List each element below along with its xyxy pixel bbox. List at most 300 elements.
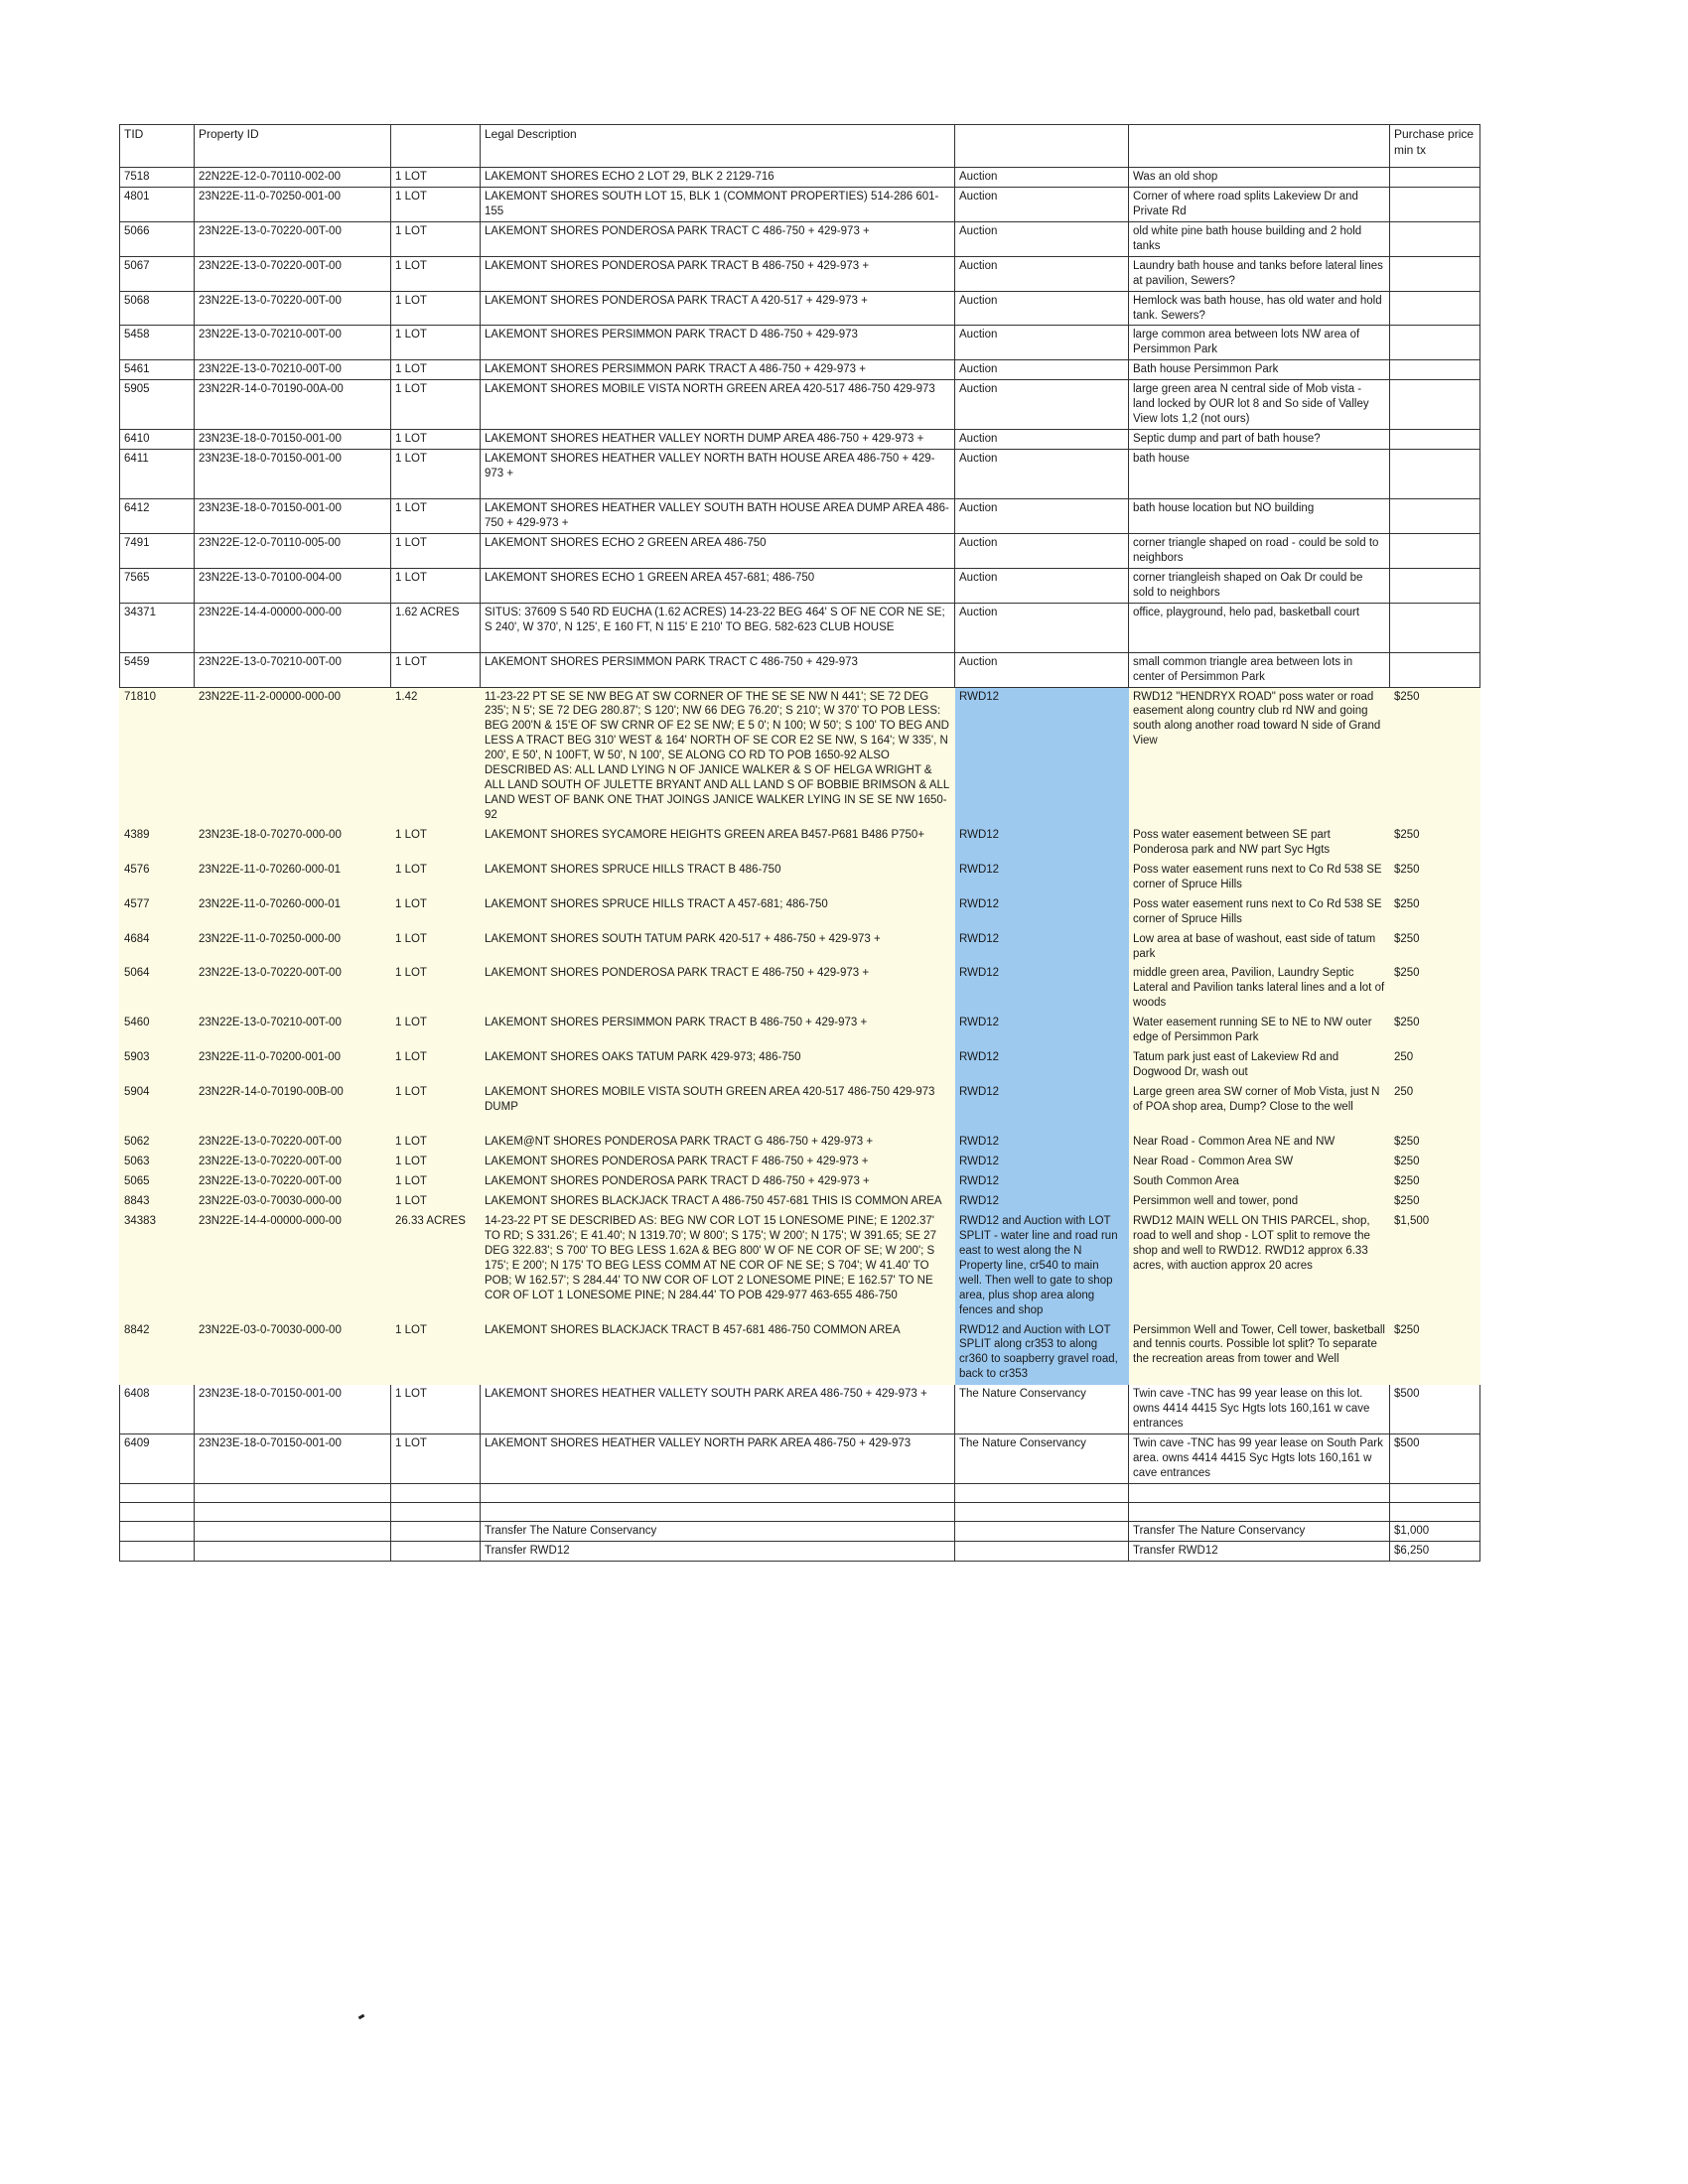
empty-cell — [120, 1541, 195, 1561]
property-id-cell: 23N23E-18-0-70150-001-00 — [195, 499, 391, 534]
status-cell: Auction — [955, 430, 1129, 450]
legal-description-cell: LAKEMONT SHORES PONDEROSA PARK TRACT C 486-750 + 429-973 + — [481, 221, 955, 256]
empty-cell — [1390, 1502, 1480, 1521]
property-id-cell: 23N22E-14-4-00000-000-00 — [195, 603, 391, 652]
status-cell: Auction — [955, 603, 1129, 652]
price-cell: $250 — [1390, 894, 1480, 929]
property-id-cell: 23N22E-13-0-70210-00T-00 — [195, 1014, 391, 1048]
tid-cell: 8842 — [120, 1320, 195, 1385]
notes-cell: RWD12 "HENDRYX ROAD" poss water or road easement along country club rd NW and going south along another road toward N side of Grand View — [1129, 687, 1390, 825]
legal-description-cell: LAKEMONT SHORES PERSIMMON PARK TRACT B 486-750 + 429-973 + — [481, 1014, 955, 1048]
notes-cell: corner triangle shaped on road - could be sold to neighbors — [1129, 533, 1390, 568]
legal-description-cell: LAKEMONT SHORES PONDEROSA PARK TRACT B 486-750 + 429-973 + — [481, 256, 955, 291]
size-cell: 1 LOT — [391, 1014, 481, 1048]
property-id-cell: 22N22E-12-0-70110-002-00 — [195, 168, 391, 188]
price-cell: $250 — [1390, 825, 1480, 860]
price-cell: $1,500 — [1390, 1211, 1480, 1320]
table-row — [120, 894, 1480, 929]
size-cell: 1 LOT — [391, 1172, 481, 1192]
tid-cell: 8843 — [120, 1192, 195, 1212]
notes-cell: office, playground, helo pad, basketball court — [1129, 603, 1390, 652]
size-cell: 1 LOT — [391, 1083, 481, 1133]
empty-cell — [1129, 1502, 1390, 1521]
size-cell: 1 LOT — [391, 430, 481, 450]
notes-cell: Persimmon Well and Tower, Cell tower, basketball and tennis courts. Possible lot split? To separate the recreation areas from tower and Well — [1129, 1320, 1390, 1385]
size-cell: 1 LOT — [391, 929, 481, 964]
empty-cell — [120, 1483, 195, 1502]
tid-cell: 5066 — [120, 221, 195, 256]
property-table — [119, 124, 1480, 1562]
size-cell: 1 LOT — [391, 1320, 481, 1385]
table-row — [120, 326, 1480, 360]
table-row — [120, 1048, 1480, 1083]
status-cell: Auction — [955, 221, 1129, 256]
notes-cell: bath house — [1129, 450, 1390, 499]
property-id-cell: 23N22E-13-0-70220-00T-00 — [195, 964, 391, 1014]
tid-cell: 4577 — [120, 894, 195, 929]
legal-description-cell: LAKEMONT SHORES PONDEROSA PARK TRACT A 420-517 + 429-973 + — [481, 291, 955, 326]
legal-description-cell: LAKEMONT SHORES SOUTH TATUM PARK 420-517 + 486-750 + 429-973 + — [481, 929, 955, 964]
notes-cell: South Common Area — [1129, 1172, 1390, 1192]
property-id-cell: 23N22E-11-0-70260-000-01 — [195, 894, 391, 929]
empty-cell — [195, 1483, 391, 1502]
price-cell: $250 — [1390, 929, 1480, 964]
price-cell: $250 — [1390, 1172, 1480, 1192]
notes-cell: Large green area SW corner of Mob Vista, just N of POA shop area, Dump? Close to the well — [1129, 1083, 1390, 1133]
table-row — [120, 860, 1480, 894]
status-cell: RWD12 and Auction with LOT SPLIT along cr353 to along cr360 to soapberry gravel road, back to cr353 — [955, 1320, 1129, 1385]
property-id-cell: 23N22R-14-0-70190-00A-00 — [195, 380, 391, 430]
size-cell: 1 LOT — [391, 360, 481, 380]
empty-cell — [481, 1502, 955, 1521]
status-cell: RWD12 and Auction with LOT SPLIT - water line and road run east to west along the N Property line, cr540 to main well. Then well to gate to shop area, plus shop area along fences and shop — [955, 1211, 1129, 1320]
table-row — [120, 964, 1480, 1014]
legal-description-cell: LAKEMONT SHORES OAKS TATUM PARK 429-973; 486-750 — [481, 1048, 955, 1083]
transfer-total-row — [120, 1541, 1480, 1561]
transfer-legal-cell: Transfer The Nature Conservancy — [481, 1521, 955, 1541]
status-cell: RWD12 — [955, 1083, 1129, 1133]
size-cell: 1 LOT — [391, 1153, 481, 1172]
property-id-cell: 23N22E-11-0-70200-001-00 — [195, 1048, 391, 1083]
spacer-row — [120, 1483, 1480, 1502]
tid-cell: 6409 — [120, 1434, 195, 1484]
notes-cell: Poss water easement runs next to Co Rd 538 SE corner of Spruce Hills — [1129, 894, 1390, 929]
header-status — [955, 125, 1129, 168]
property-id-cell: 23N22E-13-0-70100-004-00 — [195, 568, 391, 603]
header-row — [120, 125, 1480, 168]
status-cell: RWD12 — [955, 687, 1129, 825]
property-id-cell: 23N22E-11-0-70250-000-00 — [195, 929, 391, 964]
property-id-cell: 23N23E-18-0-70270-000-00 — [195, 825, 391, 860]
notes-cell: Near Road - Common Area SW — [1129, 1153, 1390, 1172]
empty-cell — [955, 1541, 1129, 1561]
table-row — [120, 1211, 1480, 1320]
price-cell: $250 — [1390, 1014, 1480, 1048]
size-cell: 1 LOT — [391, 1385, 481, 1434]
table-row — [120, 1133, 1480, 1153]
size-cell: 1 LOT — [391, 860, 481, 894]
price-cell — [1390, 533, 1480, 568]
tid-cell: 5904 — [120, 1083, 195, 1133]
status-cell: Auction — [955, 380, 1129, 430]
table-row — [120, 1153, 1480, 1172]
size-cell: 1 LOT — [391, 221, 481, 256]
notes-cell: Poss water easement runs next to Co Rd 538 SE corner of Spruce Hills — [1129, 860, 1390, 894]
legal-description-cell: LAKEMONT SHORES HEATHER VALLETY SOUTH PARK AREA 486-750 + 429-973 + — [481, 1385, 955, 1434]
status-cell: RWD12 — [955, 860, 1129, 894]
empty-cell — [955, 1483, 1129, 1502]
legal-description-cell: LAKEMONT SHORES BLACKJACK TRACT B 457-681 486-750 COMMON AREA — [481, 1320, 955, 1385]
empty-cell — [955, 1521, 1129, 1541]
header-legal-description: Legal Description — [481, 125, 955, 168]
size-cell: 26.33 ACRES — [391, 1211, 481, 1320]
size-cell: 1.62 ACRES — [391, 603, 481, 652]
header-purchase-price: Purchase price min tx — [1390, 125, 1480, 168]
tid-cell: 5905 — [120, 380, 195, 430]
notes-cell: Low area at base of washout, east side of tatum park — [1129, 929, 1390, 964]
tid-cell: 5460 — [120, 1014, 195, 1048]
property-id-cell: 23N22E-11-0-70260-000-01 — [195, 860, 391, 894]
empty-cell — [1390, 1483, 1480, 1502]
table-row — [120, 929, 1480, 964]
table-row — [120, 1172, 1480, 1192]
transfer-total-row — [120, 1521, 1480, 1541]
price-cell — [1390, 603, 1480, 652]
legal-description-cell: LAKEMONT SHORES HEATHER VALLEY SOUTH BATH HOUSE AREA DUMP AREA 486-750 + 429-973 + — [481, 499, 955, 534]
tid-cell: 5068 — [120, 291, 195, 326]
price-cell — [1390, 187, 1480, 221]
table-footer — [120, 1483, 1480, 1561]
tid-cell: 5459 — [120, 652, 195, 687]
size-cell: 1 LOT — [391, 326, 481, 360]
price-cell: $250 — [1390, 964, 1480, 1014]
property-id-cell: 23N22R-14-0-70190-00B-00 — [195, 1083, 391, 1133]
status-cell: Auction — [955, 360, 1129, 380]
notes-cell: corner triangleish shaped on Oak Dr could be sold to neighbors — [1129, 568, 1390, 603]
tid-cell: 7518 — [120, 168, 195, 188]
legal-description-cell: LAKEMONT SHORES PONDEROSA PARK TRACT D 486-750 + 429-973 + — [481, 1172, 955, 1192]
legal-description-cell: LAKEMONT SHORES SYCAMORE HEIGHTS GREEN AREA B457-P681 B486 P750+ — [481, 825, 955, 860]
table-row — [120, 687, 1480, 825]
legal-description-cell: LAKEMONT SHORES SOUTH LOT 15, BLK 1 (COMMONT PROPERTIES) 514-286 601-155 — [481, 187, 955, 221]
size-cell: 1 LOT — [391, 291, 481, 326]
notes-cell: Corner of where road splits Lakeview Dr and Private Rd — [1129, 187, 1390, 221]
price-cell — [1390, 256, 1480, 291]
size-cell: 1 LOT — [391, 894, 481, 929]
status-cell: Auction — [955, 450, 1129, 499]
notes-cell: bath house location but NO building — [1129, 499, 1390, 534]
spacer-row — [120, 1502, 1480, 1521]
price-cell: $250 — [1390, 1153, 1480, 1172]
status-cell: Auction — [955, 291, 1129, 326]
size-cell: 1 LOT — [391, 1048, 481, 1083]
legal-description-cell: LAKEMONT SHORES HEATHER VALLEY NORTH PARK AREA 486-750 + 429-973 — [481, 1434, 955, 1484]
legal-description-cell: LAKEMONT SHORES ECHO 2 GREEN AREA 486-750 — [481, 533, 955, 568]
size-cell: 1 LOT — [391, 652, 481, 687]
status-cell: RWD12 — [955, 825, 1129, 860]
tid-cell: 5065 — [120, 1172, 195, 1192]
table-row — [120, 652, 1480, 687]
status-cell: Auction — [955, 326, 1129, 360]
price-cell: $250 — [1390, 1192, 1480, 1212]
table-row — [120, 499, 1480, 534]
property-id-cell: 23N22E-14-4-00000-000-00 — [195, 1211, 391, 1320]
size-cell: 1 LOT — [391, 256, 481, 291]
status-cell: Auction — [955, 187, 1129, 221]
property-id-cell: 23N22E-13-0-70220-00T-00 — [195, 221, 391, 256]
legal-description-cell: SITUS: 37609 S 540 RD EUCHA (1.62 ACRES) 14-23-22 BEG 464' S OF NE COR NE SE; S 240', W 370', N 125', E 160 FT, N 115' E 210' TO BEG. 582-623 CLUB HOUSE — [481, 603, 955, 652]
property-id-cell: 23N22E-13-0-70220-00T-00 — [195, 1133, 391, 1153]
property-id-cell: 23N22E-13-0-70220-00T-00 — [195, 256, 391, 291]
status-cell: RWD12 — [955, 1153, 1129, 1172]
price-cell: $250 — [1390, 687, 1480, 825]
price-cell — [1390, 168, 1480, 188]
tid-cell: 6412 — [120, 499, 195, 534]
property-id-cell: 23N22E-13-0-70210-00T-00 — [195, 326, 391, 360]
status-cell: Auction — [955, 533, 1129, 568]
price-cell — [1390, 291, 1480, 326]
legal-description-cell: LAKEMONT SHORES MOBILE VISTA SOUTH GREEN AREA 420-517 486-750 429-973 DUMP — [481, 1083, 955, 1133]
notes-cell: Bath house Persimmon Park — [1129, 360, 1390, 380]
table-row — [120, 380, 1480, 430]
property-id-cell: 23N23E-18-0-70150-001-00 — [195, 1434, 391, 1484]
notes-cell: Twin cave -TNC has 99 year lease on this lot. owns 4414 4415 Syc Hgts lots 160,161 w cave entrances — [1129, 1385, 1390, 1434]
legal-description-cell: LAKEMONT SHORES BLACKJACK TRACT A 486-750 457-681 THIS IS COMMON AREA — [481, 1192, 955, 1212]
table-row — [120, 430, 1480, 450]
tid-cell: 4389 — [120, 825, 195, 860]
notes-cell: Near Road - Common Area NE and NW — [1129, 1133, 1390, 1153]
property-id-cell: 23N23E-18-0-70150-001-00 — [195, 1385, 391, 1434]
size-cell: 1 LOT — [391, 1434, 481, 1484]
price-cell: $500 — [1390, 1385, 1480, 1434]
status-cell: RWD12 — [955, 1014, 1129, 1048]
tid-cell: 5062 — [120, 1133, 195, 1153]
price-cell: $250 — [1390, 1133, 1480, 1153]
status-cell: Auction — [955, 652, 1129, 687]
legal-description-cell: LAKEMONT SHORES MOBILE VISTA NORTH GREEN AREA 420-517 486-750 429-973 — [481, 380, 955, 430]
price-cell — [1390, 326, 1480, 360]
legal-description-cell: LAKEMONT SHORES PERSIMMON PARK TRACT A 486-750 + 429-973 + — [481, 360, 955, 380]
legal-description-cell: LAKEMONT SHORES PERSIMMON PARK TRACT C 486-750 + 429-973 — [481, 652, 955, 687]
empty-cell — [1129, 1483, 1390, 1502]
size-cell: 1 LOT — [391, 533, 481, 568]
notes-cell: Twin cave -TNC has 99 year lease on South Park area. owns 4414 4415 Syc Hgts lots 160,161 w cave entrances — [1129, 1434, 1390, 1484]
legal-description-cell: LAKEMONT SHORES PONDEROSA PARK TRACT E 486-750 + 429-973 + — [481, 964, 955, 1014]
empty-cell — [120, 1502, 195, 1521]
tid-cell: 5903 — [120, 1048, 195, 1083]
tid-cell: 4576 — [120, 860, 195, 894]
table-row — [120, 1434, 1480, 1484]
property-id-cell: 23N22E-12-0-70110-005-00 — [195, 533, 391, 568]
transfer-price-cell: $1,000 — [1390, 1521, 1480, 1541]
tid-cell: 6410 — [120, 430, 195, 450]
size-cell: 1 LOT — [391, 450, 481, 499]
legal-description-cell: 14-23-22 PT SE DESCRIBED AS: BEG NW COR LOT 15 LONESOME PINE; E 1202.37' TO RD; S 331.26'; E 41.40'; N 1319.70'; W 800'; S 175'; W 200'; N 175'; W 391.65; SE 27 DEG 322.83'; S 700' TO BEG LESS 1.62A & BEG 800' W OF NE COR OF SE; W 200'; S 175'; E 200'; N 175' TO BEG LESS COMM AT NE COR OF NE SE; S 704'; W 41.40' TO POB; W 162.57'; S 284.44' TO NW COR OF LOT 2 LONESOME PINE; E 162.57' TO NE COR OF LOT 1 LONESOME PINE; N 284.44' TO POB 429-977 463-655 486-750 — [481, 1211, 955, 1320]
tid-cell: 6411 — [120, 450, 195, 499]
legal-description-cell: LAKEMONT SHORES HEATHER VALLEY NORTH DUMP AREA 486-750 + 429-973 + — [481, 430, 955, 450]
table-row — [120, 1014, 1480, 1048]
price-cell — [1390, 450, 1480, 499]
table-row — [120, 568, 1480, 603]
size-cell: 1 LOT — [391, 1133, 481, 1153]
size-cell: 1 LOT — [391, 187, 481, 221]
price-cell — [1390, 360, 1480, 380]
tid-cell: 7565 — [120, 568, 195, 603]
size-cell: 1 LOT — [391, 380, 481, 430]
property-id-cell: 23N22E-13-0-70220-00T-00 — [195, 1153, 391, 1172]
size-cell: 1 LOT — [391, 168, 481, 188]
price-cell — [1390, 499, 1480, 534]
legal-description-cell: LAKEM@NT SHORES PONDEROSA PARK TRACT G 486-750 + 429-973 + — [481, 1133, 955, 1153]
table-row — [120, 187, 1480, 221]
header-notes — [1129, 125, 1390, 168]
tid-cell: 5458 — [120, 326, 195, 360]
property-id-cell: 23N22E-13-0-70210-00T-00 — [195, 360, 391, 380]
table-row — [120, 825, 1480, 860]
notes-cell: small common triangle area between lots in center of Persimmon Park — [1129, 652, 1390, 687]
empty-cell — [195, 1502, 391, 1521]
transfer-legal-cell: Transfer RWD12 — [481, 1541, 955, 1561]
legal-description-cell: LAKEMONT SHORES ECHO 1 GREEN AREA 457-681; 486-750 — [481, 568, 955, 603]
transfer-notes-cell: Transfer RWD12 — [1129, 1541, 1390, 1561]
table-row — [120, 360, 1480, 380]
legal-description-cell: 11-23-22 PT SE SE NW BEG AT SW CORNER OF THE SE SE NW N 441'; SE 72 DEG 235'; N 5'; SE 72 DEG 280.87'; S 120'; NW 66 DEG 76.20'; S 210'; W 370' TO POB LESS: BEG 200'N & 15'E OF SW CRNR OF E2 SE NW; E 5 0'; N 100; W 50'; S 100' TO BEG AND LESS A TRACT BEG 310' WEST & 164' NORTH OF SE COR E2 SE NW, S 164'; W 335', N 200', E 50', N 100FT, W 50', N 100', SE ALONG CO RD TO POB 1650-92 ALSO DESCRIBED AS: ALL LAND LYING N OF JANICE WALKER & S OF HELGA WRIGHT & ALL LAND SOUTH OF JULETTE BRYANT AND ALL LAND S OF BOBBIE BRIMSON & ALL LAND WEST OF BANK ONE THAT JOINGS JANICE WALKER LYING IN SE SE NW 1650-92 — [481, 687, 955, 825]
empty-cell — [195, 1521, 391, 1541]
stray-mark — [358, 2014, 365, 2020]
price-cell — [1390, 652, 1480, 687]
tid-cell: 4684 — [120, 929, 195, 964]
header-tid: TID — [120, 125, 195, 168]
status-cell: The Nature Conservancy — [955, 1434, 1129, 1484]
table-row — [120, 168, 1480, 188]
transfer-price-cell: $6,250 — [1390, 1541, 1480, 1561]
status-cell: RWD12 — [955, 929, 1129, 964]
price-cell: $250 — [1390, 860, 1480, 894]
price-cell — [1390, 221, 1480, 256]
tid-cell: 5067 — [120, 256, 195, 291]
tid-cell: 7491 — [120, 533, 195, 568]
legal-description-cell: LAKEMONT SHORES SPRUCE HILLS TRACT A 457-681; 486-750 — [481, 894, 955, 929]
size-cell: 1 LOT — [391, 1192, 481, 1212]
tid-cell: 5064 — [120, 964, 195, 1014]
status-cell: Auction — [955, 568, 1129, 603]
property-id-cell: 23N22E-13-0-70220-00T-00 — [195, 1172, 391, 1192]
header-size — [391, 125, 481, 168]
table-body — [120, 168, 1480, 1484]
status-cell: RWD12 — [955, 1048, 1129, 1083]
status-cell: The Nature Conservancy — [955, 1385, 1129, 1434]
status-cell: Auction — [955, 168, 1129, 188]
table-row — [120, 1320, 1480, 1385]
notes-cell: old white pine bath house building and 2 hold tanks — [1129, 221, 1390, 256]
status-cell: RWD12 — [955, 1133, 1129, 1153]
empty-cell — [120, 1521, 195, 1541]
empty-cell — [391, 1483, 481, 1502]
legal-description-cell: LAKEMONT SHORES SPRUCE HILLS TRACT B 486-750 — [481, 860, 955, 894]
price-cell: 250 — [1390, 1048, 1480, 1083]
size-cell: 1 LOT — [391, 825, 481, 860]
tid-cell: 4801 — [120, 187, 195, 221]
table-row — [120, 291, 1480, 326]
size-cell: 1 LOT — [391, 568, 481, 603]
notes-cell: Poss water easement between SE part Ponderosa park and NW part Syc Hgts — [1129, 825, 1390, 860]
table-row — [120, 603, 1480, 652]
price-cell — [1390, 380, 1480, 430]
price-cell: $250 — [1390, 1320, 1480, 1385]
empty-cell — [481, 1483, 955, 1502]
notes-cell: large common area between lots NW area of Persimmon Park — [1129, 326, 1390, 360]
empty-cell — [955, 1502, 1129, 1521]
status-cell: Auction — [955, 256, 1129, 291]
status-cell: RWD12 — [955, 1172, 1129, 1192]
notes-cell: Tatum park just east of Lakeview Rd and Dogwood Dr, wash out — [1129, 1048, 1390, 1083]
tid-cell: 71810 — [120, 687, 195, 825]
property-id-cell: 23N23E-18-0-70150-001-00 — [195, 430, 391, 450]
legal-description-cell: LAKEMONT SHORES PONDEROSA PARK TRACT F 486-750 + 429-973 + — [481, 1153, 955, 1172]
table-row — [120, 1192, 1480, 1212]
status-cell: RWD12 — [955, 894, 1129, 929]
legal-description-cell: LAKEMONT SHORES ECHO 2 LOT 29, BLK 2 2129-716 — [481, 168, 955, 188]
tid-cell: 6408 — [120, 1385, 195, 1434]
size-cell: 1 LOT — [391, 964, 481, 1014]
status-cell: Auction — [955, 499, 1129, 534]
notes-cell: Laundry bath house and tanks before lateral lines at pavilion, Sewers? — [1129, 256, 1390, 291]
property-id-cell: 23N22E-03-0-70030-000-00 — [195, 1192, 391, 1212]
notes-cell: Persimmon well and tower, pond — [1129, 1192, 1390, 1212]
property-id-cell: 23N22E-13-0-70210-00T-00 — [195, 652, 391, 687]
tid-cell: 5063 — [120, 1153, 195, 1172]
status-cell: RWD12 — [955, 1192, 1129, 1212]
table-row — [120, 533, 1480, 568]
notes-cell: Was an old shop — [1129, 168, 1390, 188]
notes-cell: Hemlock was bath house, has old water and hold tank. Sewers? — [1129, 291, 1390, 326]
table-row — [120, 1385, 1480, 1434]
tid-cell: 34371 — [120, 603, 195, 652]
property-id-cell: 23N22E-11-0-70250-001-00 — [195, 187, 391, 221]
price-cell: 250 — [1390, 1083, 1480, 1133]
property-id-cell: 23N22E-11-2-00000-000-00 — [195, 687, 391, 825]
tid-cell: 5461 — [120, 360, 195, 380]
header-property-id: Property ID — [195, 125, 391, 168]
property-id-cell: 23N22E-13-0-70220-00T-00 — [195, 291, 391, 326]
size-cell: 1 LOT — [391, 499, 481, 534]
size-cell: 1.42 — [391, 687, 481, 825]
empty-cell — [391, 1541, 481, 1561]
legal-description-cell: LAKEMONT SHORES HEATHER VALLEY NORTH BATH HOUSE AREA 486-750 + 429-973 + — [481, 450, 955, 499]
table-row — [120, 256, 1480, 291]
transfer-notes-cell: Transfer The Nature Conservancy — [1129, 1521, 1390, 1541]
notes-cell: middle green area, Pavilion, Laundry Septic Lateral and Pavilion tanks lateral lines and a lot of woods — [1129, 964, 1390, 1014]
notes-cell: large green area N central side of Mob vista - land locked by OUR lot 8 and So side of Valley View lots 1,2 (not ours) — [1129, 380, 1390, 430]
empty-cell — [391, 1502, 481, 1521]
table-row — [120, 450, 1480, 499]
notes-cell: Water easement running SE to NE to NW outer edge of Persimmon Park — [1129, 1014, 1390, 1048]
tid-cell: 34383 — [120, 1211, 195, 1320]
status-cell: RWD12 — [955, 964, 1129, 1014]
price-cell: $500 — [1390, 1434, 1480, 1484]
empty-cell — [391, 1521, 481, 1541]
table-row — [120, 1083, 1480, 1133]
notes-cell: RWD12 MAIN WELL ON THIS PARCEL, shop, road to well and shop - LOT split to remove the shop and well to RWD12. RWD12 approx 6.33 acres, with auction approx 20 acres — [1129, 1211, 1390, 1320]
notes-cell: Septic dump and part of bath house? — [1129, 430, 1390, 450]
price-cell — [1390, 568, 1480, 603]
price-cell — [1390, 430, 1480, 450]
empty-cell — [195, 1541, 391, 1561]
table-row — [120, 221, 1480, 256]
legal-description-cell: LAKEMONT SHORES PERSIMMON PARK TRACT D 486-750 + 429-973 — [481, 326, 955, 360]
property-id-cell: 23N22E-03-0-70030-000-00 — [195, 1320, 391, 1385]
property-id-cell: 23N23E-18-0-70150-001-00 — [195, 450, 391, 499]
